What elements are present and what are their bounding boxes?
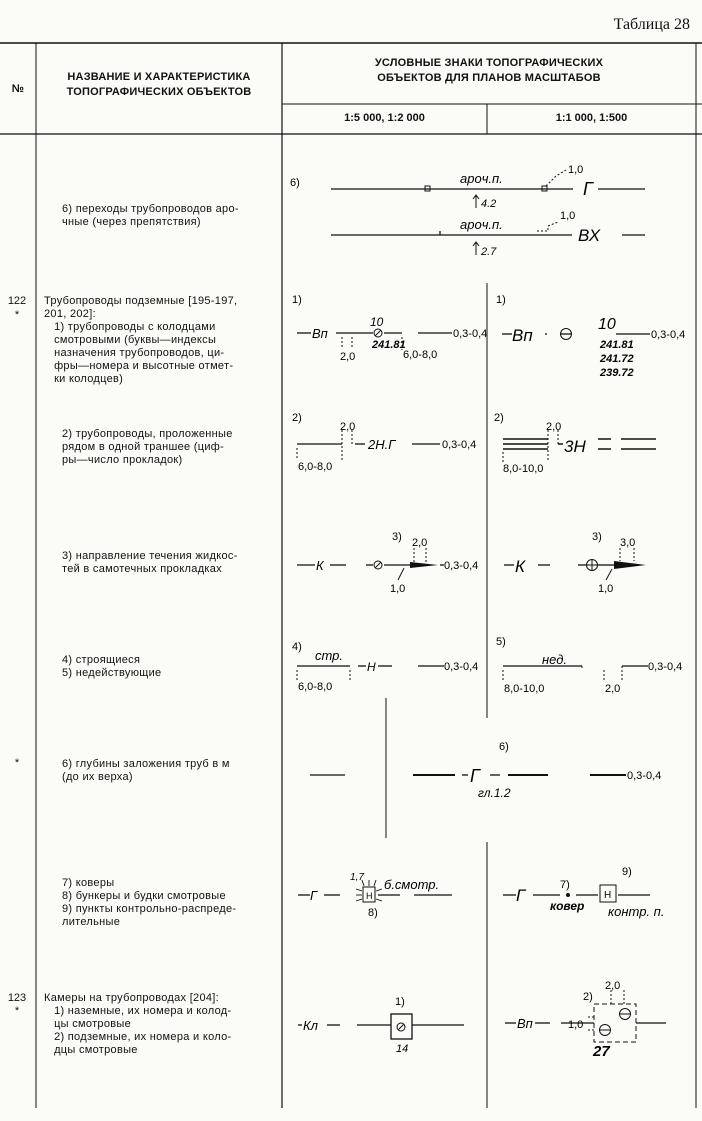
svg-text:27: 27	[593, 1043, 610, 1060]
svg-text:1,0: 1,0	[390, 583, 406, 595]
svg-text:1): 1)	[292, 294, 302, 306]
svg-text:239.72: 239.72	[600, 367, 634, 379]
svg-text:8): 8)	[368, 907, 378, 919]
svg-text:241.72: 241.72	[600, 353, 634, 365]
row-kiosks-desc: 7) коверы 8) бункеры и будки смотровые 9) пункты контрольно-распреде- лительные	[62, 877, 237, 928]
arch-label-2: арoч.п.	[460, 217, 503, 232]
svg-text:2): 2)	[494, 412, 504, 424]
svg-text:К: К	[316, 558, 324, 573]
header-name-line2: ТОПОГРАФИЧЕСКИХ ОБЪЕКТОВ	[66, 85, 252, 98]
svg-text:2,0: 2,0	[605, 980, 621, 992]
svg-text:0,3-0,4: 0,3-0,4	[442, 439, 477, 451]
svg-text:контр. п.: контр. п.	[608, 904, 665, 919]
code-vx: ВХ	[578, 226, 601, 245]
control-point-letter-icon: Н	[604, 890, 612, 901]
svg-text:1,0: 1,0	[568, 1019, 584, 1031]
svg-text:2): 2)	[583, 991, 593, 1003]
row-122-desc: Трубопроводы подземные [195-197, 201, 202]: 1) трубопроводы с колодцами смотровыми (буквы—индексы назначения трубопроводов, ци- фры—номера и высотные отмет- ки колодцев)	[44, 295, 238, 385]
svg-text:1): 1)	[496, 294, 506, 306]
svg-text:0,3-0,4: 0,3-0,4	[444, 661, 479, 673]
svg-text:7): 7)	[560, 879, 570, 891]
svg-text:2): 2)	[292, 412, 302, 424]
svg-text:3,0: 3,0	[620, 537, 636, 549]
svg-text:10: 10	[598, 316, 616, 333]
svg-text:6,0-8,0: 6,0-8,0	[403, 349, 438, 361]
svg-text:1,0: 1,0	[598, 583, 614, 595]
arch-label-1: арoч.п.	[460, 171, 503, 186]
svg-text:Н: Н	[367, 660, 376, 674]
header-scale-small: 1:5 000, 1:2 000	[344, 112, 425, 124]
row-depth-star: *	[14, 757, 20, 769]
svg-text:гл.1.2: гл.1.2	[478, 786, 511, 800]
svg-text:8,0-10,0: 8,0-10,0	[504, 683, 545, 695]
svg-text:Вп: Вп	[512, 326, 533, 345]
svg-text:0,3-0,4: 0,3-0,4	[651, 329, 686, 341]
svg-text:0,3-0,4: 0,3-0,4	[444, 560, 479, 572]
svg-text:Вп: Вп	[312, 326, 328, 341]
svg-text:6): 6)	[499, 741, 509, 753]
svg-text:1,7: 1,7	[350, 872, 364, 883]
svg-text:1): 1)	[395, 996, 405, 1008]
header-number: №	[11, 83, 25, 95]
svg-text:ковер: ковер	[550, 899, 585, 913]
svg-text:Г: Г	[516, 886, 526, 905]
svg-text:10: 10	[370, 315, 384, 329]
svg-text:2,0: 2,0	[340, 421, 356, 433]
svg-text:241.81: 241.81	[372, 339, 406, 351]
svg-text:2,0: 2,0	[605, 683, 621, 695]
svg-text:8,0-10,0: 8,0-10,0	[503, 463, 544, 475]
svg-text:4): 4)	[292, 641, 302, 653]
svg-text:6,0-8,0: 6,0-8,0	[298, 461, 333, 473]
svg-text:2,0: 2,0	[340, 351, 356, 363]
svg-text:Кл: Кл	[303, 1018, 318, 1033]
svg-text:5): 5)	[496, 636, 506, 648]
kiosk-letter-icon: Н	[366, 891, 373, 901]
value-4-2: 4.2	[481, 198, 497, 210]
svg-text:2,0: 2,0	[412, 537, 428, 549]
svg-text:нед.: нед.	[542, 652, 568, 667]
header-signs-line1: УСЛОВНЫЕ ЗНАКИ ТОПОГРАФИЧЕСКИХ	[374, 57, 604, 69]
header-signs-line2: ОБЪЕКТОВ ДЛЯ ПЛАНОВ МАСШТАБОВ	[377, 71, 601, 84]
svg-text:Вп: Вп	[517, 1016, 533, 1031]
svg-text:14: 14	[396, 1043, 409, 1055]
svg-text:Г: Г	[470, 766, 480, 786]
row-arch-crossings-desc: 6) переходы трубопроводов аро- чные (через препятствия)	[62, 203, 239, 228]
svg-text:3Н: 3Н	[564, 437, 586, 456]
header-scale-large: 1:1 000, 1:500	[555, 112, 628, 124]
svg-text:К: К	[515, 557, 526, 576]
svg-text:3): 3)	[392, 531, 402, 543]
sym-mark: 6)	[290, 177, 300, 189]
value-2-7: 2.7	[481, 246, 497, 258]
svg-text:стр.: стр.	[315, 648, 344, 663]
dim-2: 1,0	[560, 210, 576, 222]
row-status-desc: 4) строящиеся 5) недействующие	[62, 654, 162, 679]
row-123-desc: Камеры на трубопроводах [204]: 1) наземные, их номера и колод- цы смотровые 2) подземные, их номера и коло- дцы смотровые	[44, 992, 232, 1056]
svg-text:9): 9)	[622, 866, 632, 878]
row-depth-desc: 6) глубины заложения труб в м (до их верха)	[62, 758, 230, 783]
svg-text:3): 3)	[592, 531, 602, 543]
row-123-star: *	[14, 1005, 20, 1017]
header-name-line1: НАЗВАНИЕ И ХАРАКТЕРИСТИКА	[67, 71, 251, 83]
svg-text:2Н.Г: 2Н.Г	[368, 437, 396, 452]
row-flow-desc: 3) направление течения жидкос- тей в самотечных прокладках	[62, 550, 238, 575]
row-122-number: 122	[7, 295, 27, 307]
svg-text:0,3-0,4: 0,3-0,4	[453, 328, 488, 340]
svg-text:0,3-0,4: 0,3-0,4	[627, 770, 662, 782]
row-123-number: 123	[7, 992, 27, 1004]
row-122-star: *	[14, 309, 20, 321]
code-g: Г	[583, 179, 593, 199]
svg-text:б.смотр.: б.смотр.	[384, 877, 440, 892]
row-trench-desc: 2) трубопроводы, проложенные рядом в одной траншее (циф- ры—число прокладок)	[62, 428, 233, 466]
table-caption: Таблица 28	[613, 16, 690, 33]
svg-text:Г: Г	[310, 888, 318, 903]
svg-text:2,0: 2,0	[546, 421, 562, 433]
dim-1: 1,0	[568, 164, 584, 176]
svg-text:241.81: 241.81	[600, 339, 634, 351]
svg-text:0,3-0,4: 0,3-0,4	[648, 661, 683, 673]
svg-text:6,0-8,0: 6,0-8,0	[298, 681, 333, 693]
